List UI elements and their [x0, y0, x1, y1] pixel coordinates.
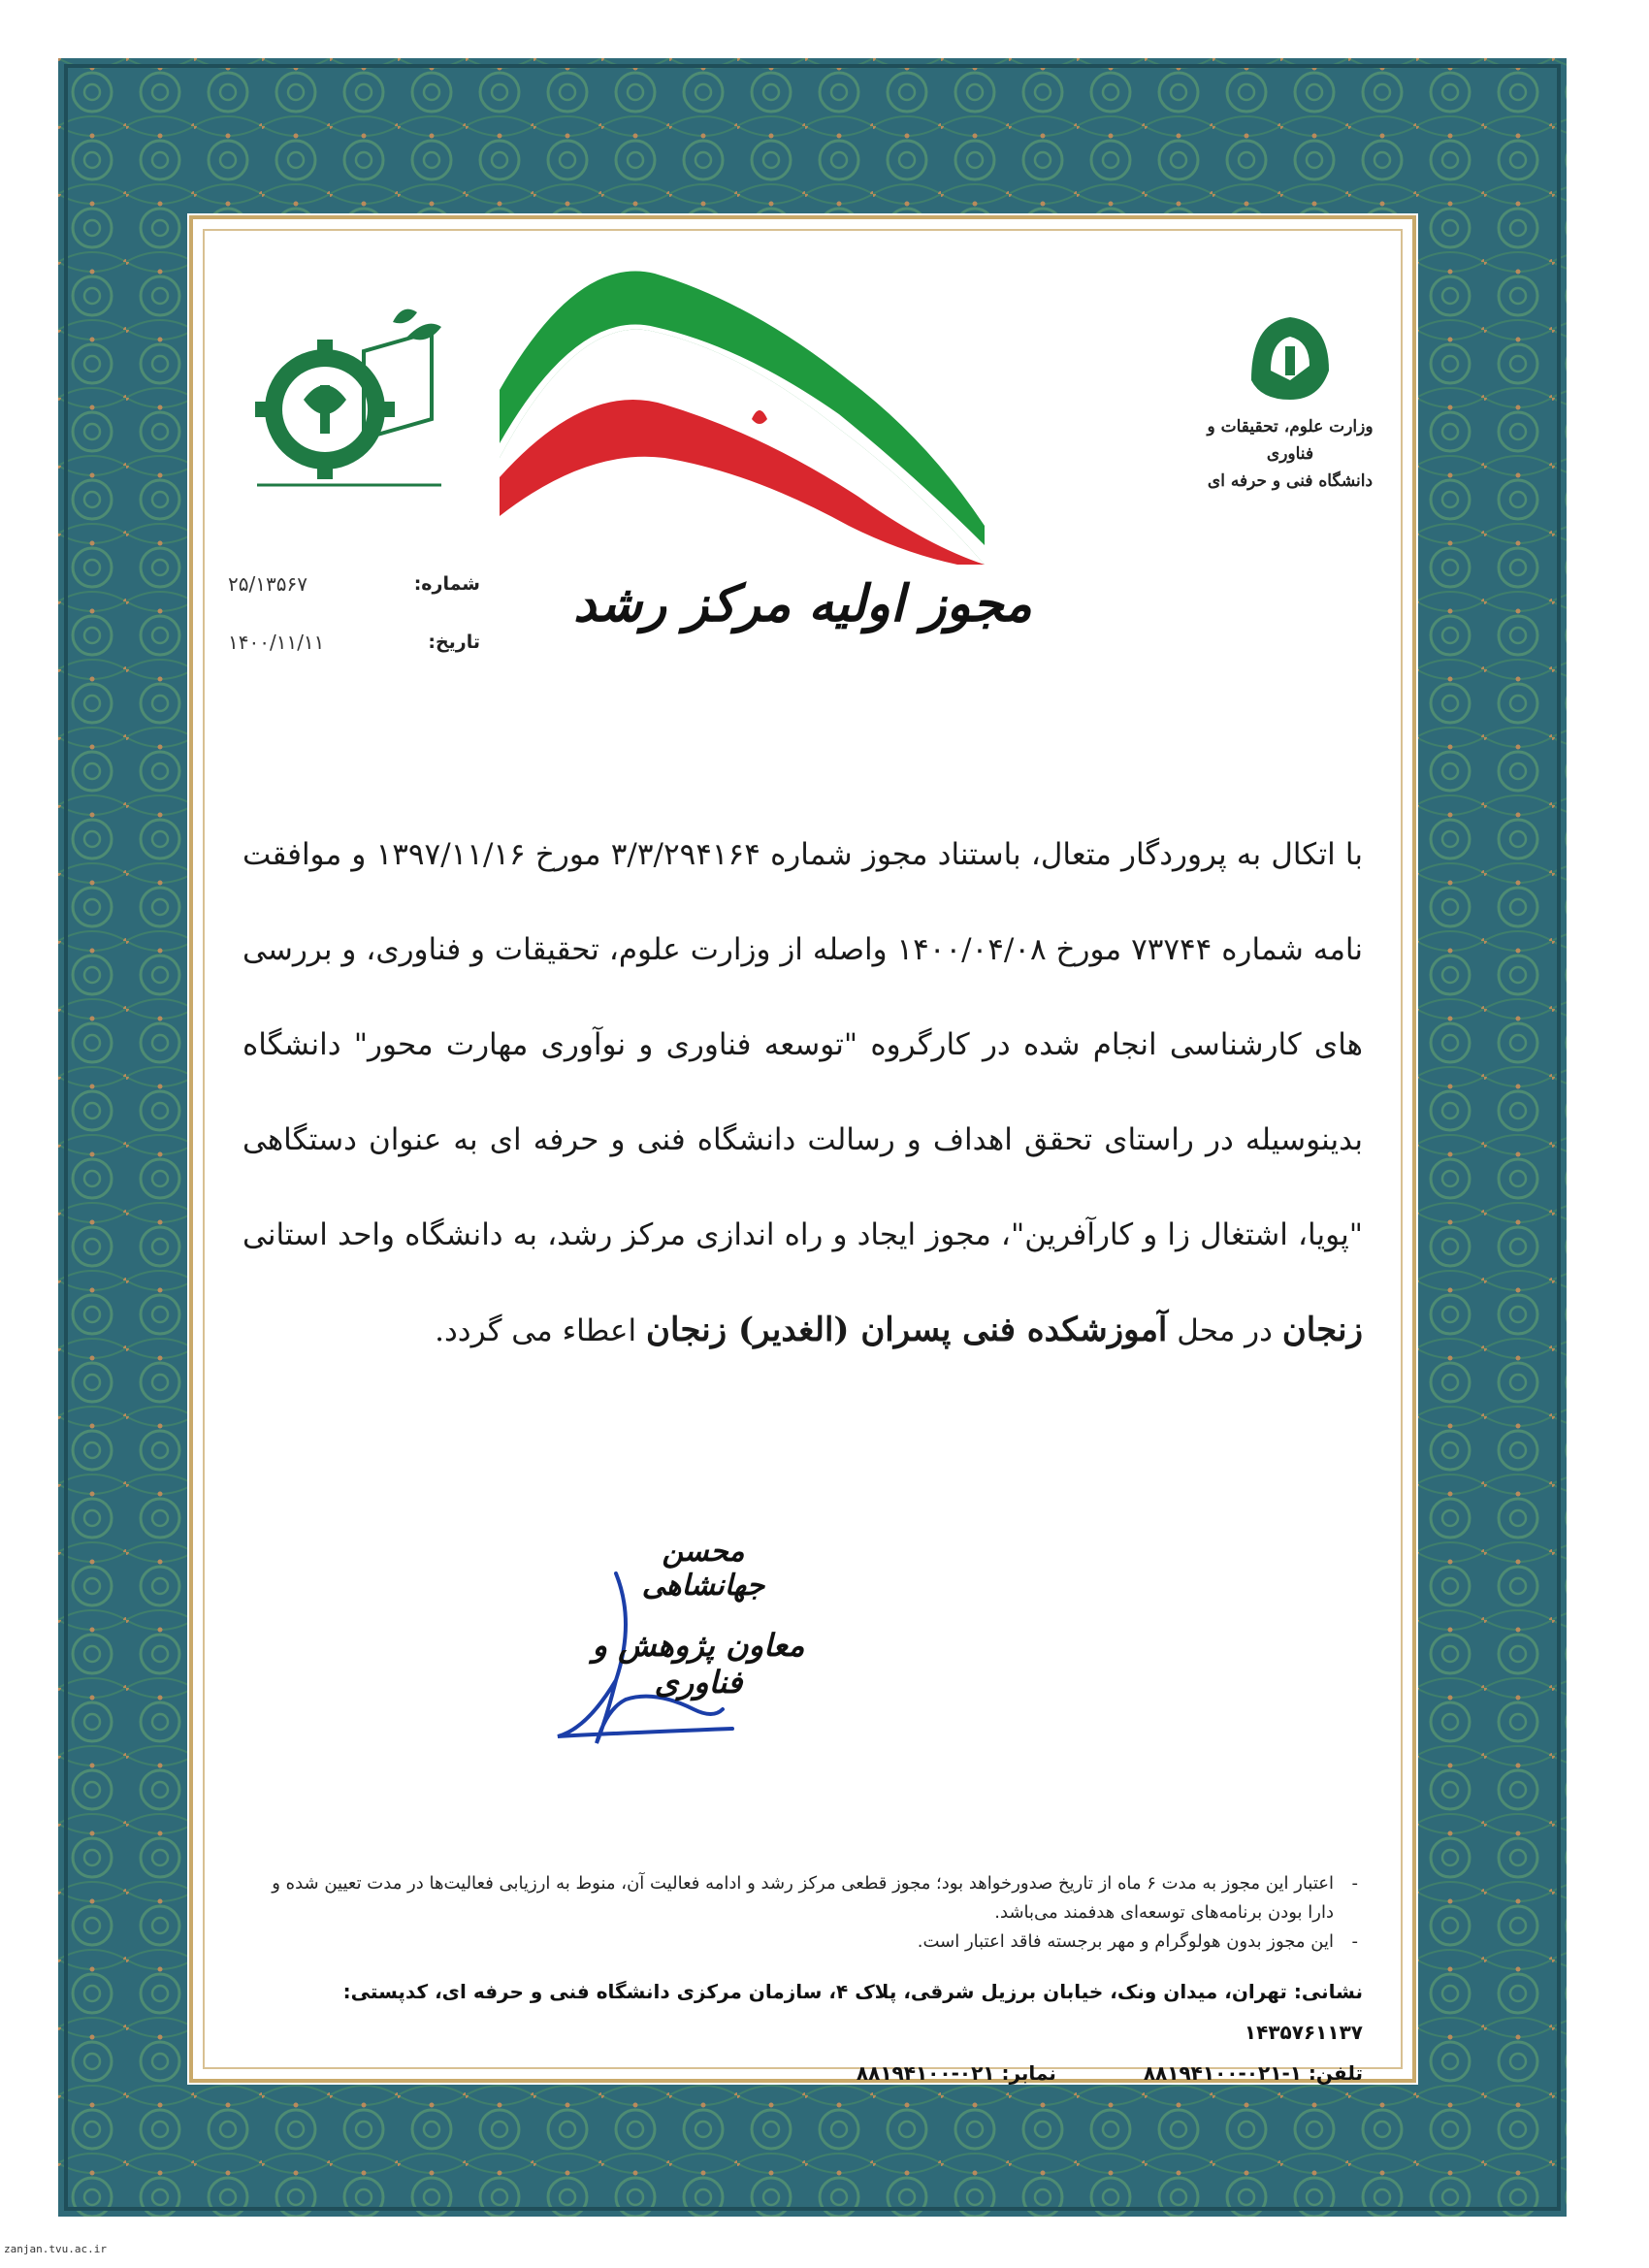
body-bold-institute: آموزشکده فنی پسران (الغدیر) زنجان: [646, 1311, 1168, 1349]
body-part-1: با اتکال به پروردگار متعال، باستناد مجوز شماره ۳/۳/۲۹۴۱۶۴ مورخ ۱۳۹۷/۱۱/۱۶ و موافقت نامه شماره ۷۳۷۴۴ مورخ ۱۴۰۰/۰۴/۰۸ واصله از وزارت علوم، تحقیقات و فناوری، و بررسی های کارشناسی انجام شده در کارگروه "توسعه فناوری و نوآوری مهارت محور" دانشگاه بدینوسیله در راستای تحقق اهداف و رسالت دانشگاه فنی و حرفه ای به عنوان دستگاهی "پویا، اشتغال زا و کارآفرین"، مجوز ایجاد و راه اندازی مرکز رشد، به دانشگاه واحد استانی: [242, 837, 1364, 1252]
address-block: [242, 1971, 1363, 2093]
ministry-line-2: دانشگاه فنی و حرفه ای: [1207, 471, 1374, 491]
signatory-title: معاون پژوهش و فناوری: [592, 1627, 805, 1701]
notes-section: [242, 1869, 1363, 1957]
certificate-meta: [228, 555, 480, 671]
phone-text: تلفن: ۱-۰۲۱-۸۸۱۹۴۱۰۰: [1143, 2061, 1363, 2085]
date-label: تاریخ:: [428, 632, 480, 653]
date-row: [228, 613, 480, 671]
number-label: شماره:: [413, 573, 480, 595]
contact-line: [242, 2053, 1363, 2093]
university-gear-logo: [247, 293, 451, 497]
ministry-logo-block: [1203, 303, 1377, 495]
certificate-body: [242, 807, 1363, 1378]
body-part-3: اعطاء می گردد.: [435, 1313, 637, 1348]
certificate-title: مجوز اولیه مرکز رشد: [573, 574, 1032, 633]
ministry-emblem-icon: [1232, 303, 1348, 409]
number-value: ۲۵/۱۳۵۶۷: [228, 572, 307, 596]
footer-url: zanjan.tvu.ac.ir: [4, 2243, 107, 2255]
body-part-2: در محل: [1177, 1313, 1273, 1348]
address-line: نشانی: تهران، میدان ونک، خیابان برزیل شرقی، پلاک ۴، سازمان مرکزی دانشگاه فنی و حرفه ای، کدپستی: ۱۴۳۵۷۶۱۱۳۷: [342, 1980, 1363, 2044]
certificate-content: [189, 215, 1416, 2083]
note-item: - اعتبار این مجوز به مدت ۶ ماه از تاریخ صدورخواهد بود؛ مجوز قطعی مرکز رشد و ادامه فعالیت آن، منوط به ارزیابی فعالیت‌ها در مدت تعیین شده و دارا بودن برنامه‌های توسعه‌ای هدفمند می‌باشد.: [242, 1869, 1363, 1928]
number-row: [228, 555, 480, 613]
body-bold-province: زنجان: [1281, 1311, 1363, 1349]
ministry-line-1: وزارت علوم، تحقیقات و فناوری: [1207, 417, 1374, 464]
signatory-name: محسن جهانشاهی: [641, 1535, 765, 1603]
iran-flag-ribbon: [461, 235, 1004, 565]
note-item: - این مجوز بدون هولوگرام و مهر برجسته فاقد اعتبار است.: [242, 1928, 1363, 1957]
fax-text: نمابر: ۰۲۱-۸۸۱۹۴۱۰۰: [856, 2061, 1056, 2085]
date-value: ۱۴۰۰/۱۱/۱۱: [228, 631, 325, 654]
